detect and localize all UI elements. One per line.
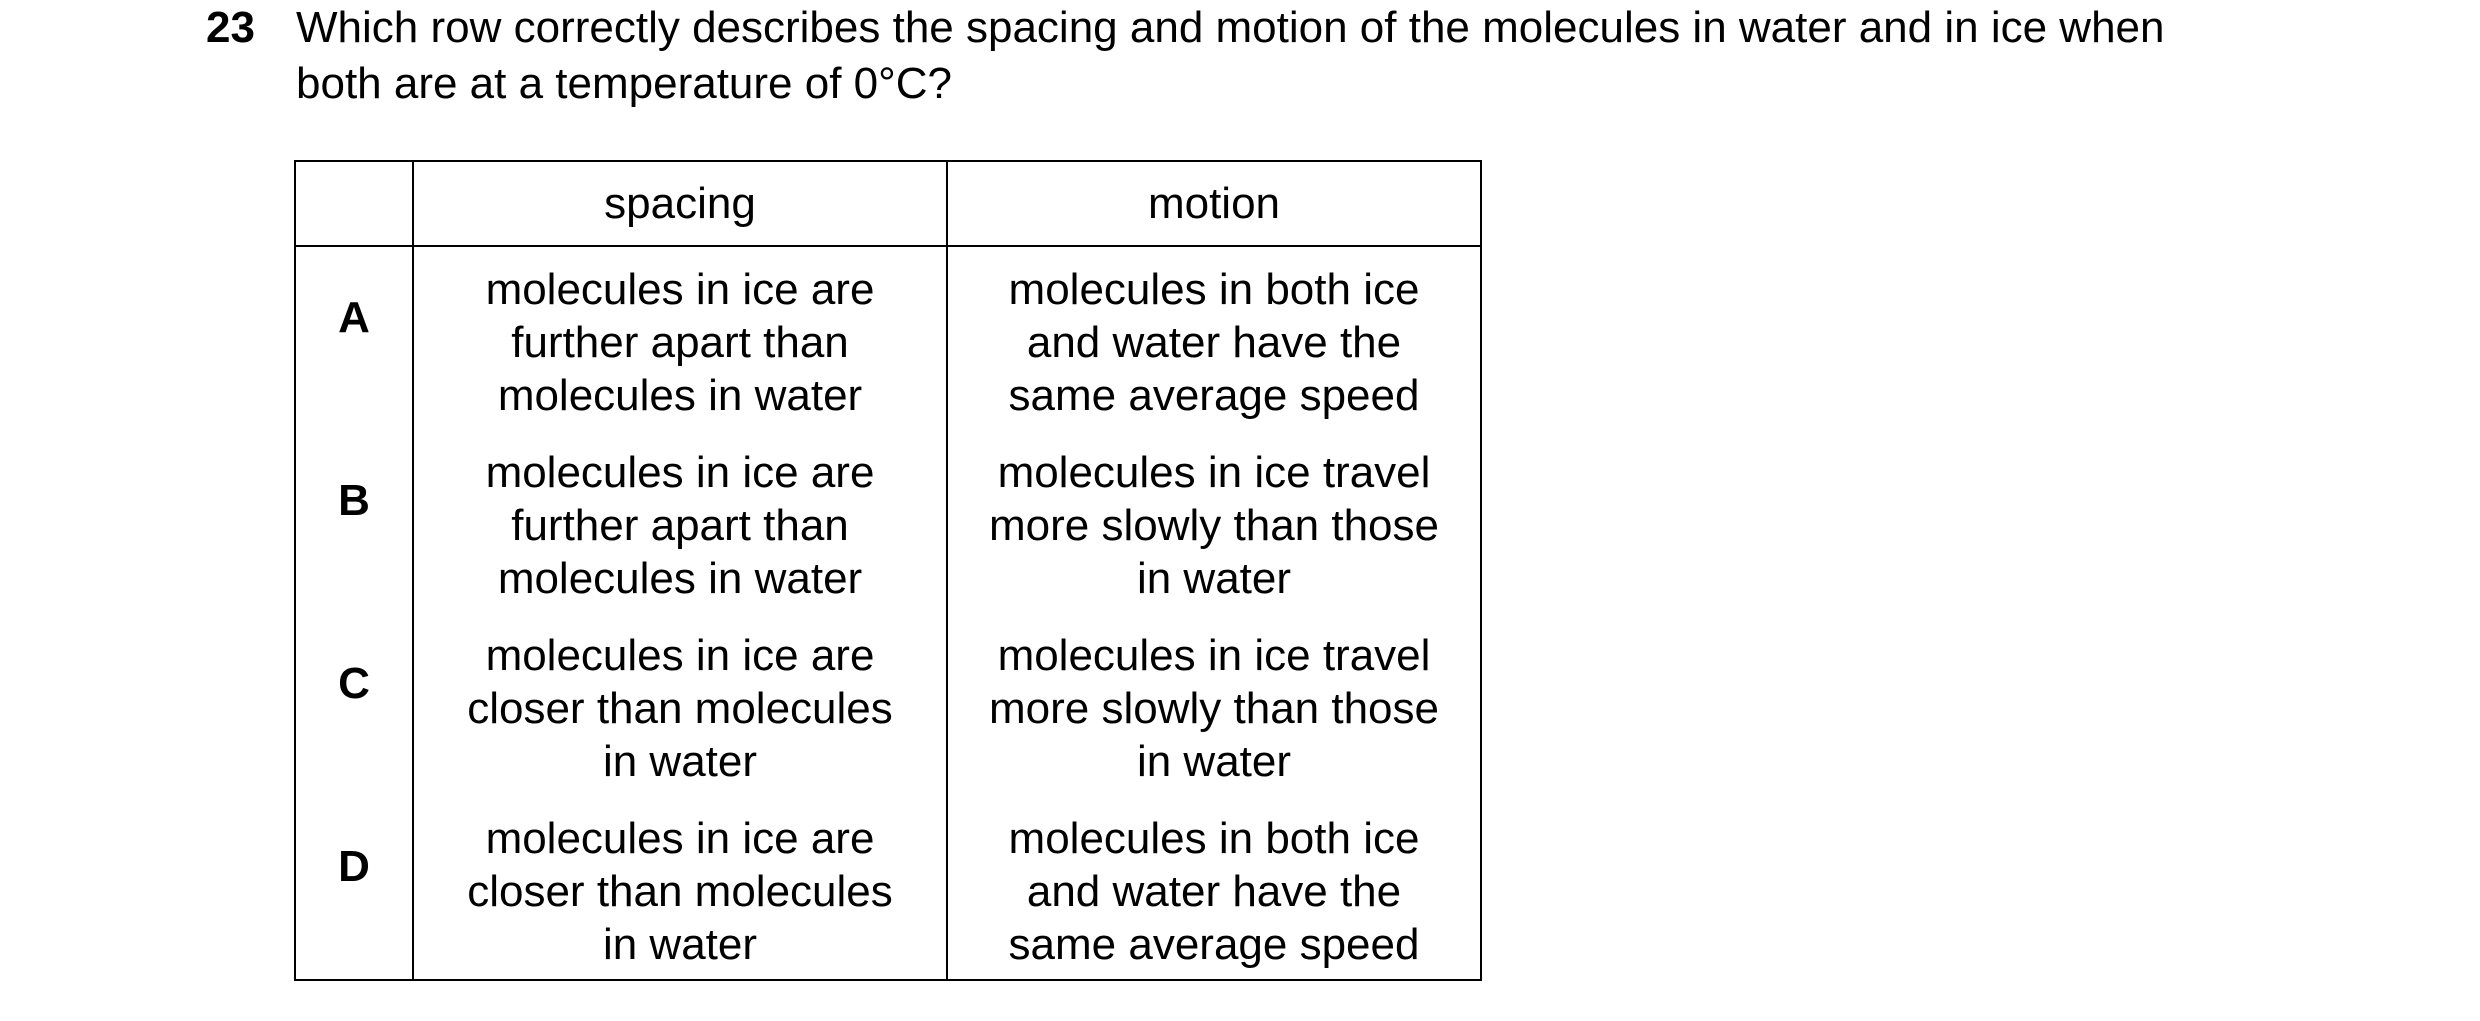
spacing-cell-b [413,430,947,613]
motion-cell-b [947,430,1481,613]
table-row-a [295,246,1481,430]
option-key-d: D [295,796,413,980]
spacing-b-line-1: molecules in ice are [485,448,875,497]
spacing-a-line-3: molecules in water [497,371,863,420]
question-text [296,0,2296,112]
option-key-c: C [295,613,413,796]
table-row-b [295,430,1481,613]
table-header-row [295,161,1481,246]
motion-c-line-3: in water [1136,737,1292,786]
table-row-d [295,796,1481,980]
motion-cell-c [947,613,1481,796]
table-row-c [295,613,1481,796]
header-key-cell [295,161,413,246]
motion-cell-d [947,796,1481,980]
motion-d-line-3: same average speed [1008,920,1420,969]
spacing-d-line-2: closer than molecules [467,867,893,916]
answer-table [294,160,1482,981]
spacing-c-line-1: molecules in ice are [485,631,875,680]
spacing-a-line-1: molecules in ice are [485,265,875,314]
motion-c-line-2: more slowly than those [989,684,1439,733]
motion-b-line-3: in water [1136,554,1292,603]
motion-a-line-3: same average speed [1008,371,1420,420]
option-key-a: A [295,246,413,430]
spacing-b-line-2: further apart than [511,501,849,550]
spacing-b-line-3: molecules in water [497,554,863,603]
motion-cell-a [947,246,1481,430]
motion-a-line-1: molecules in both ice [1008,265,1420,314]
motion-d-line-2: and water have the [1026,867,1402,916]
motion-c-line-1: molecules in ice travel [997,631,1431,680]
spacing-d-line-3: in water [602,920,758,969]
option-key-b: B [295,430,413,613]
header-spacing: spacing [413,161,947,246]
motion-b-line-1: molecules in ice travel [997,448,1431,497]
motion-d-line-1: molecules in both ice [1008,814,1420,863]
motion-a-line-2: and water have the [1026,318,1402,367]
spacing-c-line-3: in water [602,737,758,786]
spacing-c-line-2: closer than molecules [467,684,893,733]
spacing-cell-a [413,246,947,430]
spacing-cell-d [413,796,947,980]
question-text-line-1: Which row correctly describes the spacing and motion of the molecules in water and in ice when [296,3,2165,52]
header-motion: motion [947,161,1481,246]
spacing-a-line-2: further apart than [511,318,849,367]
question-number: 23 [206,3,255,52]
motion-b-line-2: more slowly than those [989,501,1439,550]
spacing-cell-c [413,613,947,796]
spacing-d-line-1: molecules in ice are [485,814,875,863]
question-text-line-2: both are at a temperature of 0°C? [296,59,952,108]
